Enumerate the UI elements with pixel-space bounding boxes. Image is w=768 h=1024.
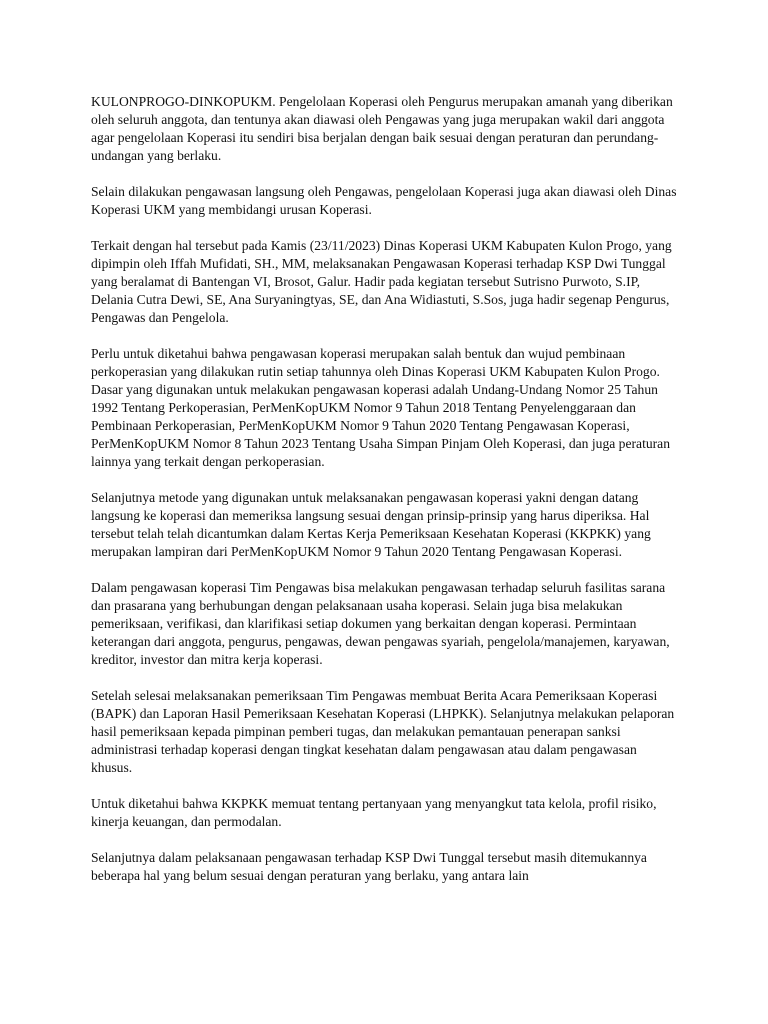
document-body bbox=[91, 93, 681, 885]
paragraph-3: Terkait dengan hal tersebut pada Kamis (23/11/2023) Dinas Koperasi UKM Kabupaten Kulon Progo, yang dipimpin oleh Iffah Mufidati, SH., MM, melaksanakan Pengawasan Koperasi terhadap KSP Dwi Tunggal yang beralamat di Bantengan VI, Brosot, Galur. Hadir pada kegiatan tersebut Sutrisno Purwoto, S.IP, Delania Cutra Dewi, SE, Ana Suryaningtyas, SE, dan Ana Widiastuti, S.Sos, juga hadir segenap Pengurus, Pengawas dan Pengelola. bbox=[91, 238, 672, 325]
paragraph-9: Selanjutnya dalam pelaksanaan pengawasan terhadap KSP Dwi Tunggal tersebut masih ditemukannya beberapa hal yang belum sesuai dengan peraturan yang berlaku, yang antara lain bbox=[91, 850, 647, 883]
paragraph-1: KULONPROGO-DINKOPUKM. Pengelolaan Koperasi oleh Pengurus merupakan amanah yang diberikan oleh seluruh anggota, dan tentunya akan diawasi oleh Pengawas yang juga merupakan wakil dari anggota agar pengelolaan Koperasi itu sendiri bisa berjalan dengan baik sesuai dengan peraturan dan perundang-undangan yang berlaku. bbox=[91, 94, 673, 163]
paragraph-5: Selanjutnya metode yang digunakan untuk melaksanakan pengawasan koperasi yakni dengan datang langsung ke koperasi dan memeriksa langsung sesuai dengan prinsip-prinsip yang harus diperiksa. Hal tersebut telah telah dicantumkan dalam Kertas Kerja Pemeriksaan Kesehatan Koperasi (KKPKK) yang merupakan lampiran dari PerMenKopUKM Nomor 9 Tahun 2020 Tentang Pengawasan Koperasi. bbox=[91, 490, 651, 559]
paragraph-8: Untuk diketahui bahwa KKPKK memuat tentang pertanyaan yang menyangkut tata kelola, profil risiko, kinerja keuangan, dan permodalan. bbox=[91, 796, 657, 829]
paragraph-4: Perlu untuk diketahui bahwa pengawasan koperasi merupakan salah bentuk dan wujud pembinaan perkoperasian yang dilakukan rutin setiap tahunnya oleh Dinas Koperasi UKM Kabupaten Kulon Progo. Dasar yang digunakan untuk melakukan pengawasan koperasi adalah Undang-Undang Nomor 25 Tahun 1992 Tentang Perkoperasian, PerMenKopUKM Nomor 9 Tahun 2018 Tentang Penyelenggaraan dan Pembinaan Perkoperasian, PerMenKopUKM Nomor 9 Tahun 2020 Tentang Pengawasan Koperasi, PerMenKopUKM Nomor 8 Tahun 2023 Tentang Usaha Simpan Pinjam Oleh Koperasi, dan juga peraturan lainnya yang terkait dengan perkoperasian. bbox=[91, 346, 670, 469]
paragraph-2: Selain dilakukan pengawasan langsung oleh Pengawas, pengelolaan Koperasi juga akan diawasi oleh Dinas Koperasi UKM yang membidangi urusan Koperasi. bbox=[91, 184, 677, 217]
paragraph-6: Dalam pengawasan koperasi Tim Pengawas bisa melakukan pengawasan terhadap seluruh fasilitas sarana dan prasarana yang berhubungan dengan pelaksanaan usaha koperasi. Selain juga bisa melakukan pemeriksaan, verifikasi, dan klarifikasi setiap dokumen yang berkaitan dengan koperasi. Permintaan keterangan dari anggota, pengurus, pengawas, dewan pengawas syariah, pengelola/manajemen, karyawan, kreditor, investor dan mitra kerja koperasi. bbox=[91, 580, 670, 667]
paragraph-7: Setelah selesai melaksanakan pemeriksaan Tim Pengawas membuat Berita Acara Pemeriksaan Koperasi (BAPK) dan Laporan Hasil Pemeriksaan Kesehatan Koperasi (LHPKK). Selanjutnya melakukan pelaporan hasil pemeriksaan kepada pimpinan pemberi tugas, dan melakukan pemantauan penerapan sanksi administrasi terhadap koperasi dengan tingkat kesehatan dalam pengawasan atau dalam pengawasan khusus. bbox=[91, 688, 675, 775]
